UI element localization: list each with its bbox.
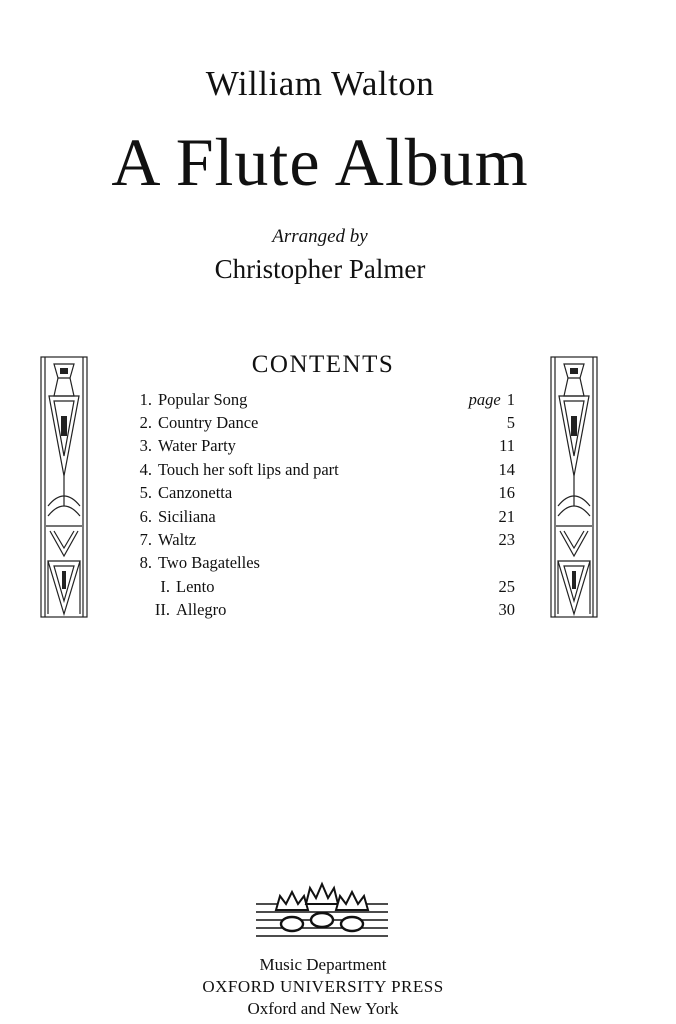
toc-number: 1. (139, 389, 152, 409)
toc-row (130, 388, 515, 411)
page-word: page (468, 389, 501, 409)
toc-title: Siciliana (158, 506, 216, 526)
arranger-name: Christopher Palmer (214, 254, 426, 284)
toc-page-number: 23 (498, 530, 515, 550)
toc-number: 7. (139, 530, 152, 550)
toc-title: Waltz (158, 530, 197, 550)
toc-title: Allegro (176, 600, 227, 620)
arranged-by-label: Arranged by (272, 226, 368, 247)
art-deco-ornament-left (40, 356, 88, 618)
toc-number: 4. (139, 459, 152, 479)
album-title: A Flute Album (111, 124, 529, 200)
publisher-department: Music Department (259, 955, 387, 974)
toc-page-number: 14 (498, 459, 515, 479)
toc-title: Lento (176, 576, 215, 596)
toc-number: I. (160, 576, 170, 596)
toc-title: Popular Song (158, 389, 248, 409)
art-deco-ornament-right (550, 356, 598, 618)
toc-row (130, 435, 515, 458)
toc-number: 5. (139, 483, 152, 503)
toc-page-number: 1 (506, 389, 515, 409)
toc-row (130, 505, 515, 528)
oup-crown-logo (254, 880, 390, 942)
publisher-place: Oxford and New York (247, 999, 399, 1018)
toc-page-number: 16 (498, 483, 515, 503)
toc-page-number: 5 (506, 413, 515, 433)
toc-page-number: 21 (498, 506, 515, 526)
toc-title: Two Bagatelles (158, 553, 260, 573)
publisher-name: OXFORD UNIVERSITY PRESS (202, 977, 444, 996)
toc-row (130, 411, 515, 434)
table-of-contents (130, 388, 515, 622)
toc-title: Canzonetta (158, 483, 233, 503)
toc-row (130, 575, 515, 598)
composer-name: William Walton (205, 64, 435, 103)
toc-number: 6. (139, 506, 152, 526)
toc-number: 3. (139, 436, 152, 456)
contents-heading: CONTENTS (251, 351, 395, 378)
toc-page-number: 11 (499, 436, 515, 456)
toc-page-number: 25 (498, 576, 515, 596)
toc-page-number: 30 (498, 600, 515, 620)
toc-number: 8. (139, 553, 152, 573)
toc-row (130, 552, 515, 575)
toc-title: Water Party (158, 436, 236, 456)
toc-number: 2. (139, 413, 152, 433)
toc-row (130, 482, 515, 505)
toc-row (130, 528, 515, 551)
toc-page (445, 390, 515, 410)
toc-number: II. (154, 600, 170, 620)
toc-row (130, 458, 515, 481)
toc-title: Country Dance (158, 413, 259, 433)
toc-row (130, 599, 515, 622)
toc-title: Touch her soft lips and part (158, 459, 339, 479)
